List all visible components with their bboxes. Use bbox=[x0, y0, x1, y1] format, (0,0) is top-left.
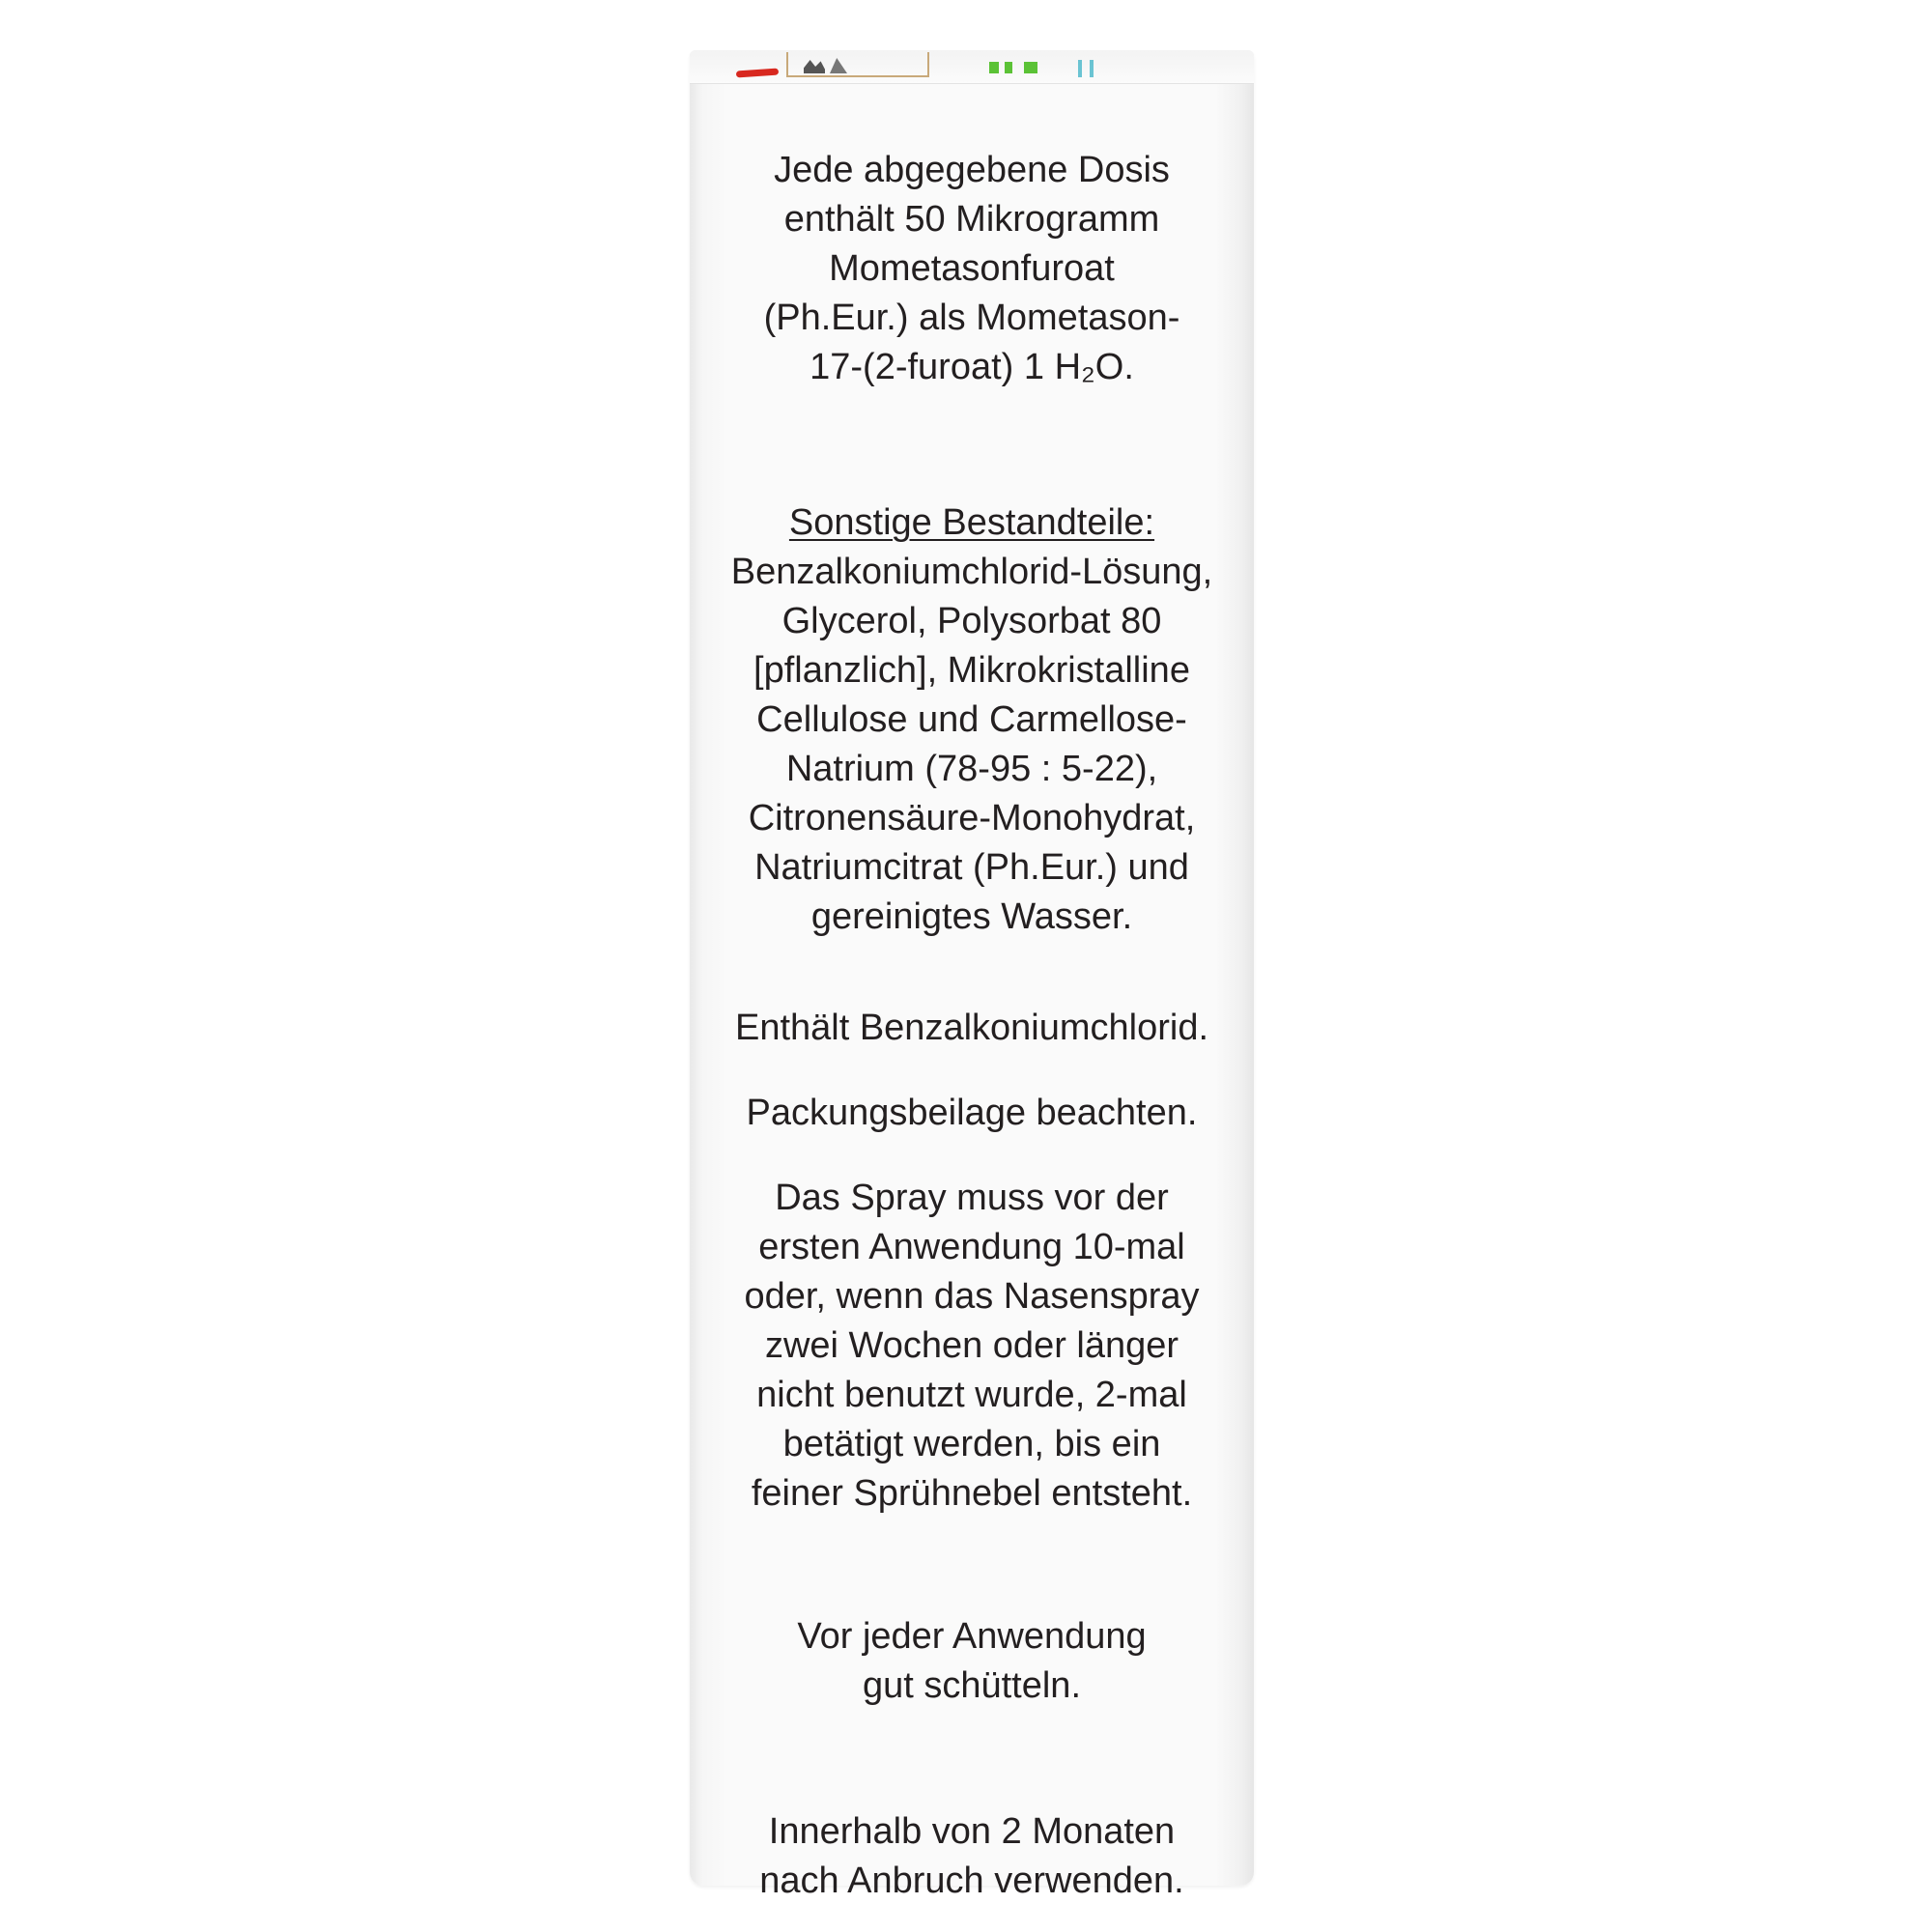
priming-line: Das Spray muss vor der bbox=[775, 1178, 1169, 1218]
shelf-life-line: Innerhalb von 2 Monaten bbox=[768, 1811, 1176, 1852]
composition-block bbox=[690, 146, 1254, 392]
teal-mark-2 bbox=[1090, 60, 1094, 77]
priming-line: feiner Sprühnebel entsteht. bbox=[751, 1473, 1193, 1514]
shake-line: gut schütteln. bbox=[862, 1665, 1082, 1706]
ingredients-line: [pflanzlich], Mikrokristalline bbox=[753, 650, 1190, 691]
green-mark-2 bbox=[1005, 62, 1012, 73]
ingredients-line: Natriumcitrat (Ph.Eur.) und bbox=[754, 847, 1189, 888]
leaflet-note: Packungsbeilage beachten. bbox=[746, 1093, 1198, 1133]
teal-mark-1 bbox=[1078, 60, 1082, 77]
package-side-panel bbox=[690, 50, 1254, 1901]
ingredients-line: Cellulose und Carmellose- bbox=[756, 699, 1187, 740]
warning-block bbox=[690, 1004, 1254, 1053]
priming-line: ersten Anwendung 10-mal bbox=[758, 1227, 1185, 1267]
shake-block bbox=[690, 1612, 1254, 1711]
shelf-life-line: nach Anbruch verwenden. bbox=[759, 1861, 1184, 1901]
composition-line: 17-(2-furoat) 1 H₂O. bbox=[810, 347, 1134, 387]
composition-line: Mometasonfuroat bbox=[829, 248, 1115, 289]
benzalkonium-warning: Enthält Benzalkoniumchlorid. bbox=[734, 1008, 1209, 1048]
ingredients-line: Natrium (78-95 : 5-22), bbox=[785, 749, 1158, 789]
shelf-life-block bbox=[690, 1807, 1254, 1906]
priming-line: nicht benutzt wurde, 2-mal bbox=[756, 1375, 1187, 1415]
composition-line: enthält 50 Mikrogramm bbox=[783, 199, 1160, 240]
priming-line: zwei Wochen oder länger bbox=[764, 1325, 1179, 1366]
ingredients-heading: Sonstige Bestandteile: bbox=[788, 502, 1155, 543]
ingredients-line: Benzalkoniumchlorid-Lösung, bbox=[730, 552, 1213, 592]
red-brand-mark bbox=[736, 68, 779, 77]
green-mark-3 bbox=[1024, 62, 1037, 73]
green-mark-1 bbox=[989, 62, 999, 73]
priming-line: betätigt werden, bis ein bbox=[782, 1424, 1161, 1464]
priming-block bbox=[690, 1174, 1254, 1519]
ingredients-block bbox=[690, 498, 1254, 942]
shake-line: Vor jeder Anwendung bbox=[797, 1616, 1147, 1657]
priming-line: oder, wenn das Nasenspray bbox=[744, 1276, 1200, 1317]
leaflet-block bbox=[690, 1089, 1254, 1138]
ingredients-line: Glycerol, Polysorbat 80 bbox=[781, 601, 1162, 641]
ingredients-line: gereinigtes Wasser. bbox=[810, 896, 1133, 937]
composition-line: Jede abgegebene Dosis bbox=[774, 150, 1170, 190]
package-top-edge bbox=[690, 50, 1254, 84]
ingredients-line: Citronensäure-Monohydrat, bbox=[748, 798, 1196, 838]
composition-line: (Ph.Eur.) als Mometason- bbox=[763, 298, 1180, 338]
